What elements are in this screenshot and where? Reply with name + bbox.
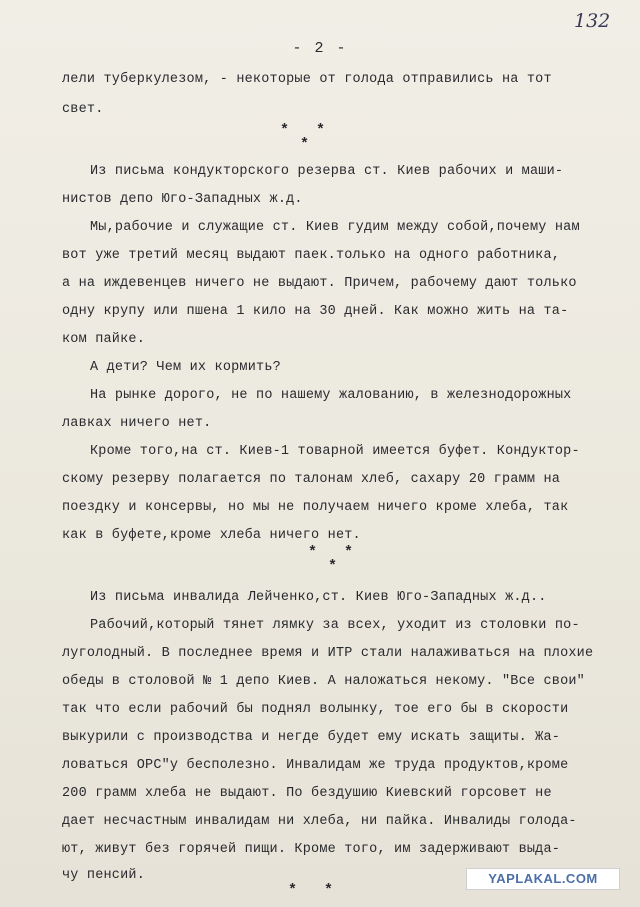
folio-number: 132 (574, 10, 611, 32)
text-line: Из письма инвалида Лейченко,ст. Киев Юго-Западных ж.д.. (90, 590, 547, 605)
text-line: лавках ничего нет. (62, 416, 212, 431)
text-line: лели туберкулезом, - некоторые от голода отправились на тот (62, 72, 552, 87)
text-line: На рынке дорого, не по нашему жалованию, в железнодорожных (90, 388, 572, 403)
page-number: - 2 - (292, 40, 348, 57)
text-line: поездку и консервы, но мы не получаем ничего кроме хлеба, так (62, 500, 569, 515)
text-line: луголодный. В последнее время и ИТР стали налаживаться на плохие (62, 646, 594, 661)
text-line: как в буфете,кроме хлеба ничего нет. (62, 528, 361, 543)
document-page: 132 - 2 - лели туберкулезом, - некоторые от голода отправились на тот свет. * * * Из письма кондукторского резерва ст. Киев рабочих и маши- нистов депо Юго-Западных ж.д. Мы,рабочие и служащие ст. Киев гудим между собой,почему нам вот уже третий месяц выдают паек.только на одного работника, а на иждевенцев ничего не выдают. Причем, рабочему дают только одну крупу или пшена 1 кило на 30 дней. Как можно жить на та- ком пайке. А дети? Чем их кормить? На рынке дорого, не по нашему жалованию, в железнодорожных лавках ничего нет. Кроме того,на ст. Киев-1 товарной имеется буфет. Кондуктор- скому резерву полагается по талонам хлеб, сахару 20 грамм на поездку и консервы, но мы не получаем ничего кроме хлеба, так как в буфете,кроме хлеба ничего нет. * * * Из письма инвалида Лейченко,ст. Киев Юго-Западных ж.д.. Рабочий,который тянет лямку за всех, уходит из столовки по- луголодный. В последнее время и ИТР стали налаживаться на плохие обеды в столовой № 1 депо Киев. А наложаться некому. "Все свои" так что если рабочий бы поднял волынку, тое его бы в скорости выкурили с производства и негде будет ему искать защиты. Жа- ловаться ОРС"у бесполезно. Инвалидам же труда продуктов,кроме 200 грамм хлеба не выдают. По бездушию Киевский горсовет не дает несчастным инвалидам ни хлеба, ни пайка. Инвалиды голода- ют, живут без горячей пищи. Кроме того, им задерживают выда- чу пенсий. * * YAPLAKAL.COM (0, 0, 640, 907)
text-line: обеды в столовой № 1 депо Киев. А наложаться некому. "Все свои" (62, 674, 585, 689)
text-line: вот уже третий месяц выдают паек.только на одного работника, (62, 248, 561, 263)
text-line: так что если рабочий бы поднял волынку, тое его бы в скорости (62, 702, 569, 717)
text-line: одну крупу или пшена 1 кило на 30 дней. Как можно жить на та- (62, 304, 569, 319)
text-line: а на иждевенцев ничего не выдают. Причем, рабочему дают только (62, 276, 577, 291)
text-line: 200 грамм хлеба не выдают. По бездушию Киевский горсовет не (62, 786, 552, 801)
text-line: ком пайке. (62, 332, 146, 347)
text-line: ловаться ОРС"у бесполезно. Инвалидам же труда продуктов,кроме (62, 758, 569, 773)
text-line: дает несчастным инвалидам ни хлеба, ни пайка. Инвалиды голода- (62, 814, 577, 829)
text-line: чу пенсий. (62, 868, 146, 883)
site-watermark: YAPLAKAL.COM (466, 868, 620, 890)
text-line: свет. (62, 102, 104, 117)
text-line: Из письма кондукторского резерва ст. Киев рабочих и маши- (90, 164, 564, 179)
text-line: нистов депо Юго-Западных ж.д. (62, 192, 303, 207)
text-line: Рабочий,который тянет лямку за всех, уходит из столовки по- (90, 618, 580, 633)
text-line: выкурили с производства и негде будет ему искать защиты. Жа- (62, 730, 561, 745)
text-line: А дети? Чем их кормить? (90, 360, 281, 375)
text-line: скому резерву полагается по талонам хлеб, сахару 20 грамм на (62, 472, 561, 487)
text-line: ют, живут без горячей пищи. Кроме того, им задерживают выда- (62, 842, 561, 857)
text-line: Мы,рабочие и служащие ст. Киев гудим между собой,почему нам (90, 220, 580, 235)
text-line: Кроме того,на ст. Киев-1 товарной имеется буфет. Кондуктор- (90, 444, 580, 459)
